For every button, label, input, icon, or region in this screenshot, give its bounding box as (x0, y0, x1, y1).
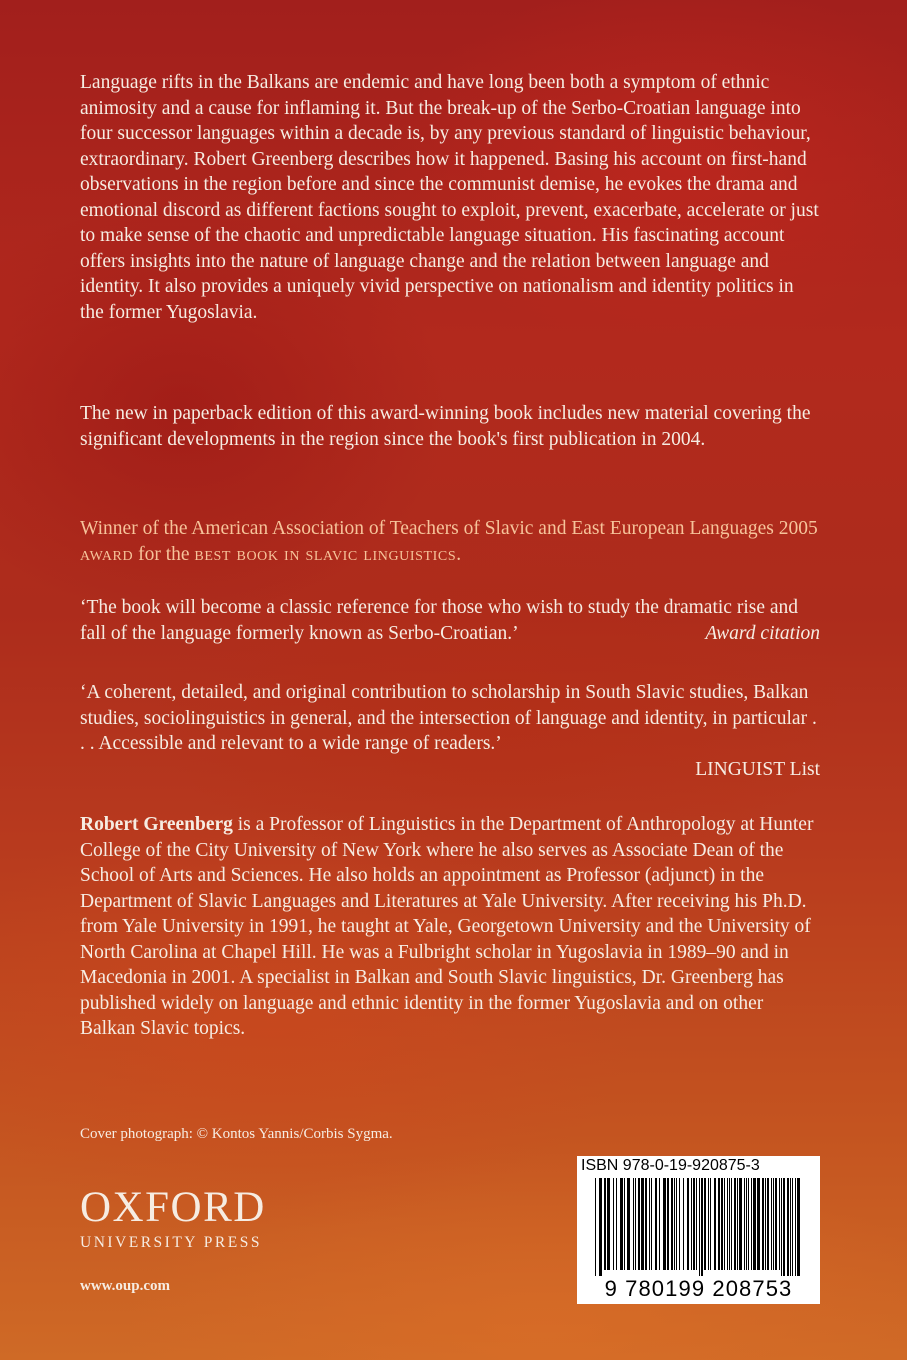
award-text (80, 516, 820, 567)
barcode-bar (773, 1178, 774, 1270)
barcode-bar (616, 1178, 617, 1270)
award-statement (80, 516, 820, 567)
quote2-text: ‘A coherent, detailed, and original contribution to scholarship in South Slavic studies, Balkan studies, sociolinguistics in general, and the intersection of language and identity, in particular . . . Accessible and relevant to a wide range of readers.’ (80, 682, 817, 754)
barcode-bar (787, 1178, 789, 1276)
barcode-bar (624, 1178, 625, 1270)
barcode-bar (708, 1178, 709, 1270)
barcode-bar (638, 1178, 640, 1270)
barcode-bar (731, 1178, 732, 1270)
barcode-bar (701, 1178, 703, 1276)
barcode-bar (727, 1178, 728, 1270)
barcode-bar (671, 1178, 673, 1270)
author-bio-text (80, 812, 820, 1042)
review-quote-linguist (80, 680, 820, 782)
barcode-bar (693, 1178, 695, 1270)
quote1-text: ‘The book will become a classic reference for those who wish to study the dramatic rise and fall of the language formerly known as Serbo-Croatian.’ (80, 597, 799, 644)
author-bio-body: is a Professor of Linguistics in the Department of Anthropology at Hunter College of the City University of New York where he also serves as Associate Dean of the School of Arts and Sciences. He also holds an appointment as Professor (adjunct) in the Department of Slavic Languages and Literatures at Yale University. After receiving his Ph.D. from Yale University in 1991, he taught at Yale, Georgetown University and the University of North Carolina at Chapel Hill. He was a Fulbright scholar in Yugoslavia in 1989–90 and in Macedonia in 2001. A specialist in Balkan and South Slavic linguistics, Dr. Greenberg has published widely on language and ethnic identity in the former Yugoslavia and on other Balkan Slavic topics. (80, 814, 814, 1039)
publisher-name: OXFORD (80, 1184, 266, 1231)
barcode-bar (649, 1178, 650, 1270)
award-suffix: . (456, 543, 462, 565)
barcode-bar (676, 1178, 677, 1270)
barcode-bar (779, 1178, 780, 1270)
barcode-bar (781, 1178, 782, 1276)
barcode-bar (663, 1178, 666, 1270)
barcode-bar (674, 1178, 675, 1270)
barcode-bar (751, 1178, 752, 1270)
barcode-bar (797, 1178, 800, 1276)
barcode-bar (710, 1178, 711, 1270)
author-bio (80, 812, 820, 1042)
barcode-bar (699, 1178, 700, 1276)
barcode-bar (651, 1178, 652, 1270)
barcode-bar (714, 1178, 716, 1270)
publisher-subtitle: UNIVERSITY PRESS (80, 1234, 262, 1251)
barcode-bar (655, 1178, 657, 1270)
quote2-attribution: LINGUIST List (695, 758, 820, 780)
edition-note (80, 401, 820, 452)
barcode-bar (739, 1178, 742, 1270)
barcode-bar (746, 1178, 747, 1270)
barcode-bar (771, 1178, 772, 1270)
barcode-bars (593, 1178, 805, 1276)
barcode-bar (696, 1178, 697, 1270)
isbn-barcode (577, 1156, 820, 1304)
review-quote-award (80, 595, 820, 646)
barcode-bar (795, 1178, 796, 1276)
award-word: award (80, 543, 134, 565)
barcode-bar (744, 1178, 745, 1270)
barcode-bar (604, 1178, 606, 1270)
publisher-logo (80, 1186, 290, 1254)
barcode-bar (724, 1178, 725, 1270)
barcode-bar (767, 1178, 769, 1270)
barcode-bar (783, 1178, 785, 1276)
edition-text: The new in paperback edition of this award-winning book includes new material covering the significant developments in the region since the book's first publication in 2004. (80, 403, 811, 450)
barcode-bar (729, 1178, 730, 1270)
barcode-digits: 9 780199 208753 (604, 1276, 793, 1301)
barcode-bar (595, 1178, 596, 1276)
barcode-bar (762, 1178, 764, 1270)
description-paragraph (80, 70, 820, 325)
barcode-bar (737, 1178, 738, 1270)
barcode-bar (753, 1178, 756, 1270)
cover-photo-credit: Cover photograph: © Kontos Yannis/Corbis Sygma. (80, 1126, 393, 1142)
description-text: Language rifts in the Balkans are endemic and have long been both a symptom of ethnic animosity and a cause for inflaming it. But the break-up of the Serbo-Croatian language into four successor languages within a decade is, by any previous standard of linguistic behaviour, extraordinary. Robert Greenberg describes how it happened. Basing his account on first-hand observations in the region before and since the communist demise, he evokes the drama and emotional discord as different factions sought to exploit, prevent, exacerbate, accelerate or just to make sense of the chaotic and unpredictable language situation. His fascinating account offers insights into the nature of language change and the relation between language and identity. It also provides a uniquely vivid perspective on nationalism and identity politics in the former Yugoslavia. (80, 72, 819, 323)
barcode-bar (667, 1178, 669, 1270)
barcode-bar (607, 1178, 610, 1270)
review-quote-award-text (80, 595, 820, 646)
barcode-bar (633, 1178, 634, 1270)
author-name: Robert Greenberg (80, 814, 233, 835)
barcode-bar (635, 1178, 636, 1270)
barcode-bar (765, 1178, 766, 1270)
barcode-bar (687, 1178, 689, 1270)
quote1-attribution: Award citation (705, 622, 820, 644)
barcode-bar (792, 1178, 793, 1276)
barcode-bar (691, 1178, 692, 1270)
award-prefix: Winner of the American Association of Teachers of Slavic and East European Languages 2005 (80, 518, 818, 539)
barcode-bar (641, 1178, 644, 1270)
publisher-website: www.oup.com (80, 1278, 171, 1294)
barcode-bar (748, 1178, 749, 1270)
barcode-bar (718, 1178, 720, 1270)
barcode-bar (757, 1178, 760, 1270)
barcode-bar (627, 1178, 630, 1270)
award-category: best book in slavic linguistics (194, 543, 457, 565)
award-middle: for the (133, 543, 195, 565)
barcode-bar (659, 1178, 660, 1270)
barcode-bar (721, 1178, 723, 1270)
barcode-bar (775, 1178, 777, 1270)
barcode-bar (734, 1178, 736, 1270)
isbn-number: ISBN 978-0-19-920875-3 (581, 1157, 760, 1174)
barcode-bar (613, 1178, 614, 1270)
barcode-bar (645, 1178, 647, 1270)
barcode-bar (599, 1178, 602, 1276)
barcode-bar (704, 1178, 706, 1270)
barcode-bar (790, 1178, 791, 1276)
barcode-bar (683, 1178, 684, 1270)
barcode-bar (679, 1178, 680, 1270)
barcode-bar (620, 1178, 623, 1270)
